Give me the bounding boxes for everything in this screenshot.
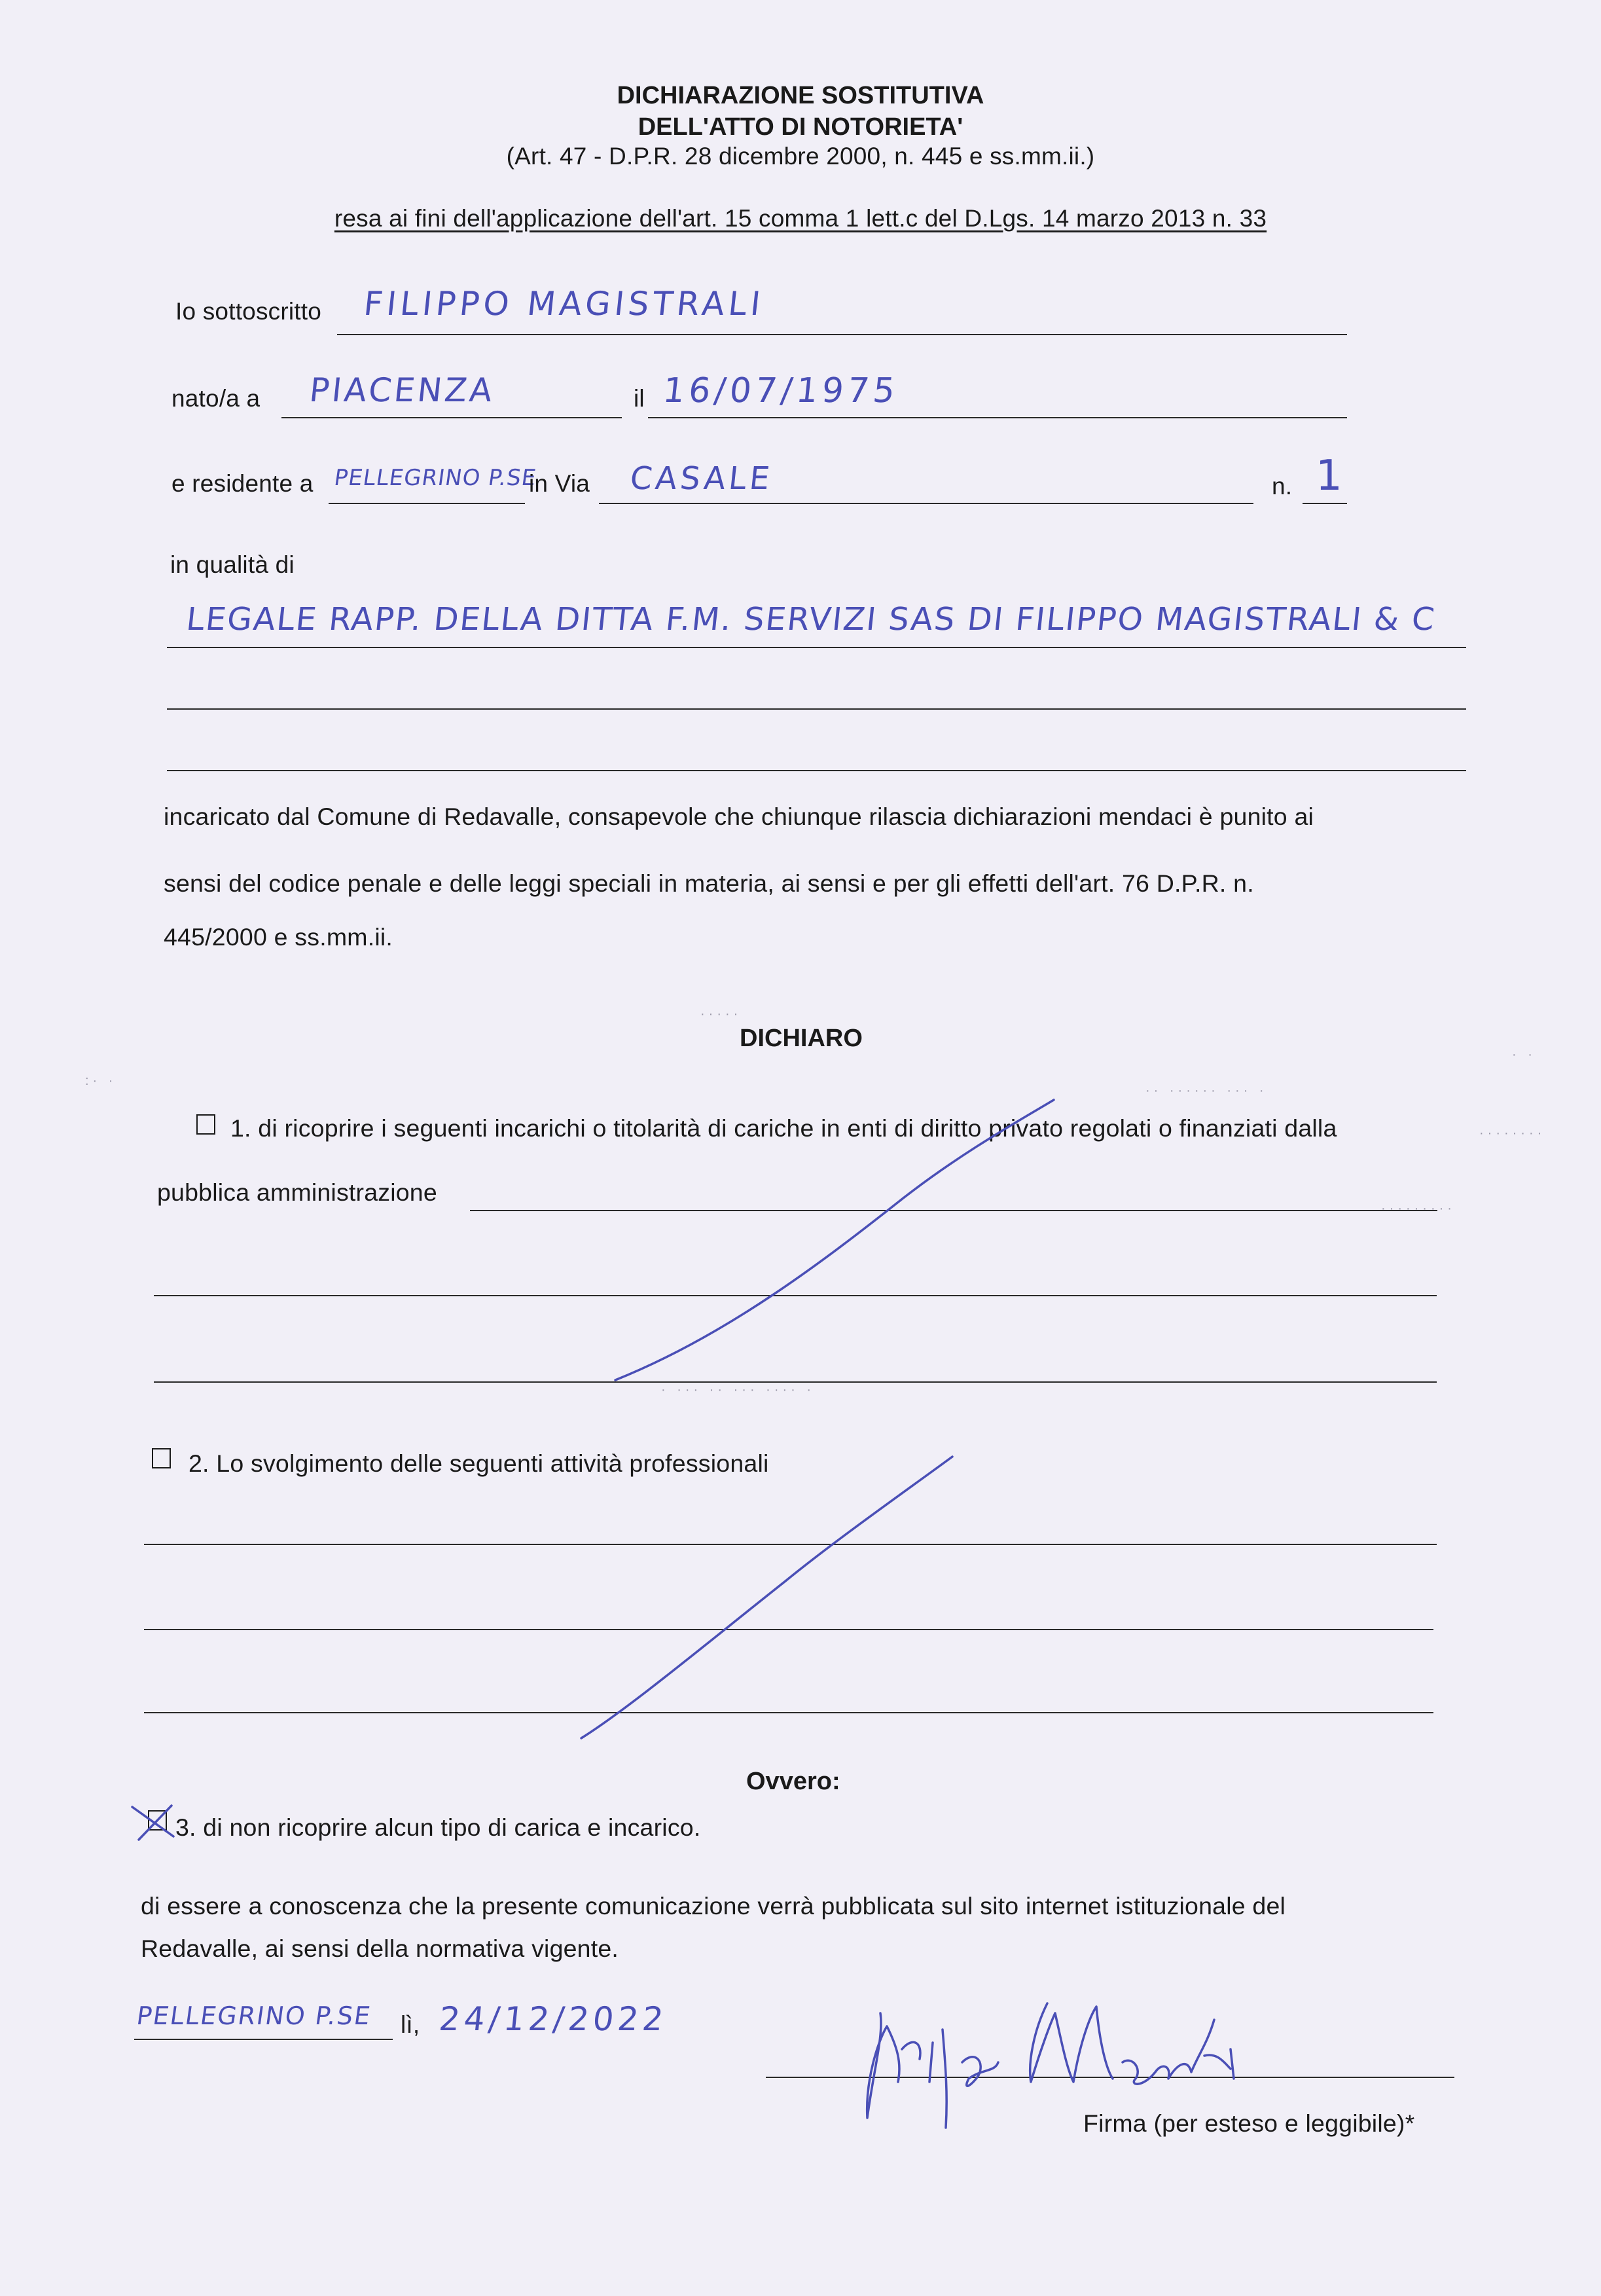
item2-underline-1 bbox=[144, 1544, 1437, 1545]
item2-underline-3 bbox=[144, 1712, 1433, 1713]
item2-underline-2 bbox=[144, 1629, 1433, 1630]
signature-caption: Firma (per esteso e leggibile)* bbox=[1083, 2109, 1415, 2137]
residente-label: e residente a bbox=[171, 470, 314, 497]
body-paragraph-line2: sensi del codice penale e delle leggi speciali in materia, ai sensi e per gli effetti dell'art. 76 D.P.R. n. bbox=[164, 869, 1254, 897]
place-underline bbox=[134, 2039, 393, 2040]
item1-text-line1: 1. di ricoprire i seguenti incarichi o titolarità di cariche in enti di diritto privato regolati o finanziati dalla bbox=[230, 1114, 1337, 1142]
scan-speckle: ·· ······ ··· · bbox=[1145, 1084, 1268, 1098]
nato-underline bbox=[281, 417, 622, 418]
il-handwritten[interactable]: 16/07/1975 bbox=[661, 371, 901, 410]
n-handwritten[interactable]: 1 bbox=[1316, 452, 1342, 500]
dichiaro-heading: DICHIARO bbox=[740, 1025, 863, 1052]
n-label: n. bbox=[1272, 473, 1293, 500]
item1-underline-1 bbox=[470, 1210, 1437, 1211]
item3-text: 3. di non ricoprire alcun tipo di carica e incarico. bbox=[175, 1813, 701, 1841]
qualita-handwritten[interactable]: LEGALE RAPP. DELLA DITTA F.M. SERVIZI SAS DI FILIPPO MAGISTRALI & C bbox=[185, 601, 1438, 638]
sottoscritto-handwritten[interactable]: FILIPPO MAGISTRALI bbox=[362, 285, 766, 323]
scan-speckle: ········· bbox=[1381, 1201, 1456, 1216]
il-label: il bbox=[634, 385, 645, 412]
item1-text-line2: pubblica amministrazione bbox=[157, 1178, 437, 1206]
qualita-underline-2 bbox=[167, 708, 1466, 710]
item2-checkbox[interactable] bbox=[152, 1448, 171, 1468]
signature-line bbox=[766, 2077, 1454, 2078]
scan-speckle: · ··· ·· ··· ···· · bbox=[661, 1383, 816, 1397]
body-paragraph-line1: incaricato dal Comune di Redavalle, consapevole che chiunque rilascia dichiarazioni mendaci è punito ai bbox=[164, 803, 1314, 830]
item1-checkbox[interactable] bbox=[196, 1114, 215, 1135]
residente-handwritten[interactable]: PELLEGRINO P.SE bbox=[333, 465, 539, 491]
qualita-underline-3 bbox=[167, 770, 1466, 771]
document-title-line2: DELL'ATTO DI NOTORIETA' bbox=[638, 113, 963, 141]
place-handwritten[interactable]: PELLEGRINO P.SE bbox=[135, 2001, 374, 2030]
closing-line1: di essere a conoscenza che la presente comunicazione verrà pubblicata sul sito internet istituzionale del bbox=[141, 1892, 1286, 1920]
via-handwritten[interactable]: CASALE bbox=[628, 460, 775, 497]
via-underline bbox=[599, 503, 1253, 504]
document-subtitle: (Art. 47 - D.P.R. 28 dicembre 2000, n. 445 e ss.mm.ii.) bbox=[506, 143, 1095, 170]
via-label: in Via bbox=[529, 470, 590, 497]
sottoscritto-label: Io sottoscritto bbox=[175, 298, 322, 325]
residente-underline bbox=[329, 503, 525, 504]
scan-speckle: ········ bbox=[1479, 1126, 1546, 1140]
item2-text: 2. Lo svolgimento delle seguenti attività professionali bbox=[189, 1449, 769, 1477]
nato-label: nato/a a bbox=[171, 385, 261, 412]
il-underline bbox=[648, 417, 1347, 418]
sottoscritto-underline bbox=[337, 334, 1347, 335]
item2-strike-line bbox=[581, 1457, 952, 1738]
document-title-line1: DICHIARAZIONE SOSTITUTIVA bbox=[617, 82, 984, 109]
closing-line2: Redavalle, ai sensi della normativa vigente. bbox=[141, 1935, 619, 1962]
item1-underline-2 bbox=[154, 1295, 1437, 1296]
ovvero-heading: Ovvero: bbox=[746, 1768, 840, 1795]
nato-handwritten[interactable]: PIACENZA bbox=[308, 371, 497, 409]
li-label: lì, bbox=[401, 2011, 420, 2038]
scan-speckle: ····· bbox=[700, 1007, 742, 1021]
document-reference: resa ai fini dell'applicazione dell'art. 15 comma 1 lett.c del D.Lgs. 14 marzo 2013 n. 33 bbox=[334, 205, 1267, 232]
item3-checkbox[interactable] bbox=[148, 1810, 167, 1831]
scan-speckle: · · bbox=[1512, 1048, 1536, 1062]
scan-speckle: :· · bbox=[85, 1074, 117, 1088]
qualita-underline-1 bbox=[167, 647, 1466, 648]
body-paragraph-line3: 445/2000 e ss.mm.ii. bbox=[164, 923, 393, 951]
qualita-label: in qualità di bbox=[170, 551, 295, 578]
date-handwritten[interactable]: 24/12/2022 bbox=[437, 2000, 670, 2038]
n-underline bbox=[1303, 503, 1347, 504]
